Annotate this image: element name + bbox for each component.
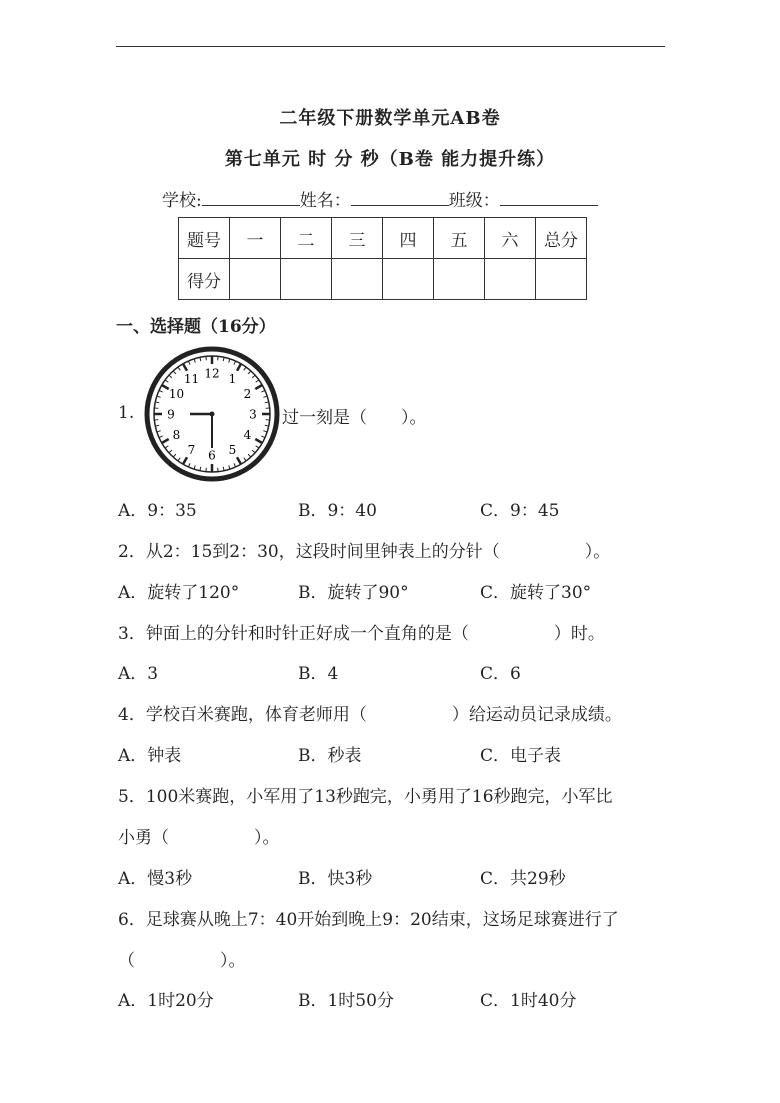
- clock-numeral: 10: [168, 387, 185, 401]
- clock-numeral: 11: [183, 371, 200, 386]
- score-cell: 得分: [179, 259, 230, 300]
- q1-option-a[interactable]: A．9：35: [118, 501, 197, 521]
- clock-numeral: 12: [204, 366, 220, 381]
- q3-option-a[interactable]: A．3: [118, 664, 159, 684]
- q4-option-a[interactable]: A．钟表: [118, 746, 182, 766]
- question-5-text: 5．100米赛跑，小军用了13秒跑完，小勇用了16秒跑完，小军比: [118, 787, 613, 807]
- q4-option-c[interactable]: C．电子表: [480, 746, 562, 766]
- student-info-row: [162, 186, 598, 211]
- score-input-cell[interactable]: [383, 259, 434, 300]
- score-cell: 六: [485, 218, 536, 259]
- q6-option-c[interactable]: C．1时40分: [480, 991, 577, 1011]
- header-rule: [116, 46, 665, 47]
- clock-numeral: 6: [208, 448, 216, 463]
- q1-option-b[interactable]: B．9：40: [298, 501, 377, 521]
- q6-option-a[interactable]: A．1时20分: [118, 991, 214, 1011]
- score-cell: 四: [383, 218, 434, 259]
- score-table-score-row: [179, 259, 587, 300]
- class-label: 班级：: [448, 191, 500, 211]
- class-blank[interactable]: [500, 189, 598, 206]
- name-label: 姓名：: [299, 191, 351, 211]
- q3-option-c[interactable]: C．6: [480, 664, 521, 684]
- score-input-cell[interactable]: [485, 259, 536, 300]
- q2-option-a[interactable]: A．旋转了120°: [118, 583, 240, 603]
- score-table-header-row: [179, 218, 587, 259]
- question-3-text: 3．钟面上的分针和时针正好成一个直角的是（ ）时。: [118, 624, 605, 644]
- q6-option-b[interactable]: B．1时50分: [298, 991, 394, 1011]
- question-6-text: 6．足球赛从晚上7：40开始到晚上9：20结束，这场足球赛进行了: [118, 910, 619, 930]
- clock-numeral: 1: [228, 371, 237, 386]
- q5-option-b[interactable]: B．快3秒: [298, 869, 373, 889]
- section-title: 一、选择题（16分）: [116, 317, 276, 337]
- score-cell: 一: [230, 218, 281, 259]
- score-cell: 总分: [536, 218, 587, 259]
- q2-option-c[interactable]: C．旋转了30°: [480, 583, 592, 603]
- score-input-cell[interactable]: [230, 259, 281, 300]
- school-label: 学校:: [162, 191, 202, 211]
- q5-option-a[interactable]: A．慢3秒: [118, 869, 193, 889]
- q2-option-b[interactable]: B．旋转了90°: [298, 583, 409, 603]
- clock-numeral: 3: [249, 407, 257, 422]
- score-table: [178, 217, 587, 300]
- score-input-cell[interactable]: [332, 259, 383, 300]
- score-cell: 题号: [179, 218, 230, 259]
- clock-icon: [144, 346, 280, 482]
- clock-numeral: 4: [243, 428, 252, 442]
- page-title: 二年级下册数学单元AB卷: [279, 108, 501, 129]
- question-2-text: 2．从2：15到2：30，这段时间里钟表上的分针（ ）。: [118, 542, 611, 562]
- score-input-cell[interactable]: [281, 259, 332, 300]
- q4-option-b[interactable]: B．秒表: [298, 746, 362, 766]
- clock-numeral: 8: [172, 428, 181, 442]
- score-cell: 五: [434, 218, 485, 259]
- question-1-number: 1.: [118, 403, 135, 423]
- question-1-text: 过一刻是（ ）。: [282, 408, 427, 428]
- score-cell: 三: [332, 218, 383, 259]
- score-cell: 二: [281, 218, 332, 259]
- clock-numeral: 9: [167, 407, 175, 422]
- question-5-text-continued: 小勇（ ）。: [118, 828, 280, 848]
- q5-option-c[interactable]: C．共29秒: [480, 869, 566, 889]
- q3-option-b[interactable]: B．4: [298, 664, 339, 684]
- clock-numeral: 5: [228, 443, 237, 458]
- score-input-cell[interactable]: [434, 259, 485, 300]
- question-4-text: 4．学校百米赛跑，体育老师用（ ）给运动员记录成绩。: [118, 705, 622, 725]
- score-input-cell[interactable]: [536, 259, 587, 300]
- name-blank[interactable]: [351, 189, 449, 206]
- clock-numeral: 7: [187, 443, 196, 458]
- question-6-text-continued: （ ）。: [118, 951, 246, 971]
- clock-numeral: 2: [243, 387, 252, 401]
- school-blank[interactable]: [202, 189, 300, 206]
- page-subtitle: 第七单元 时 分 秒（B卷 能力提升练）: [224, 149, 556, 170]
- q1-option-c[interactable]: C．9：45: [480, 501, 560, 521]
